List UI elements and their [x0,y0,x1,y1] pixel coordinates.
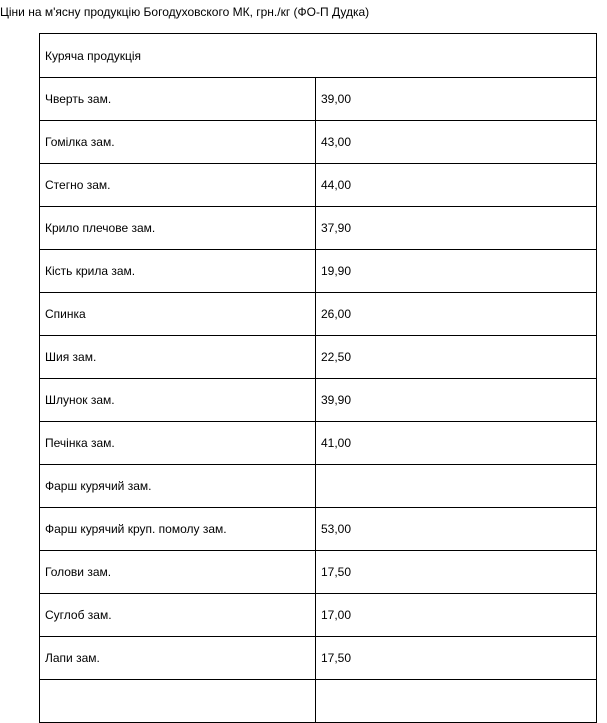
product-name: Лапи зам. [40,637,316,680]
product-name: Фарш курячий зам. [40,465,316,508]
table-row [40,637,597,680]
product-price: 39,00 [316,78,597,121]
product-price: 43,00 [316,121,597,164]
product-price: 53,00 [316,508,597,551]
product-price: 22,50 [316,336,597,379]
table-row [40,379,597,422]
table-row [40,164,597,207]
table-row [40,422,597,465]
product-name: Крило плечове зам. [40,207,316,250]
product-name: Печінка зам. [40,422,316,465]
section-header-row [40,34,597,78]
product-price: 17,50 [316,551,597,594]
product-name: Суглоб зам. [40,594,316,637]
product-price: 41,00 [316,422,597,465]
price-table [39,33,597,723]
table-row [40,78,597,121]
product-price: 17,50 [316,637,597,680]
product-name: Стегно зам. [40,164,316,207]
product-price: 39,90 [316,379,597,422]
table-row [40,594,597,637]
table-row [40,121,597,164]
table-row [40,250,597,293]
product-name: Фарш курячий круп. помолу зам. [40,508,316,551]
product-name: Шия зам. [40,336,316,379]
product-name [40,680,316,723]
product-price: 26,00 [316,293,597,336]
product-price: 17,00 [316,594,597,637]
product-price: 37,90 [316,207,597,250]
table-row [40,336,597,379]
section-header: Куряча продукція [40,34,597,78]
product-name: Спинка [40,293,316,336]
table-row [40,508,597,551]
table-row [40,551,597,594]
product-name: Чверть зам. [40,78,316,121]
table-row [40,293,597,336]
table-row [40,207,597,250]
page-title: Ціни на м'ясну продукцію Богодуховского МК, грн./кг (ФО-П Дудка) [0,5,370,19]
table-row [40,465,597,508]
product-price: 44,00 [316,164,597,207]
product-name: Голови зам. [40,551,316,594]
table-row [40,680,597,723]
product-price [316,465,597,508]
product-name: Шлунок зам. [40,379,316,422]
product-price [316,680,597,723]
product-price: 19,90 [316,250,597,293]
product-name: Гомілка зам. [40,121,316,164]
product-name: Кість крила зам. [40,250,316,293]
